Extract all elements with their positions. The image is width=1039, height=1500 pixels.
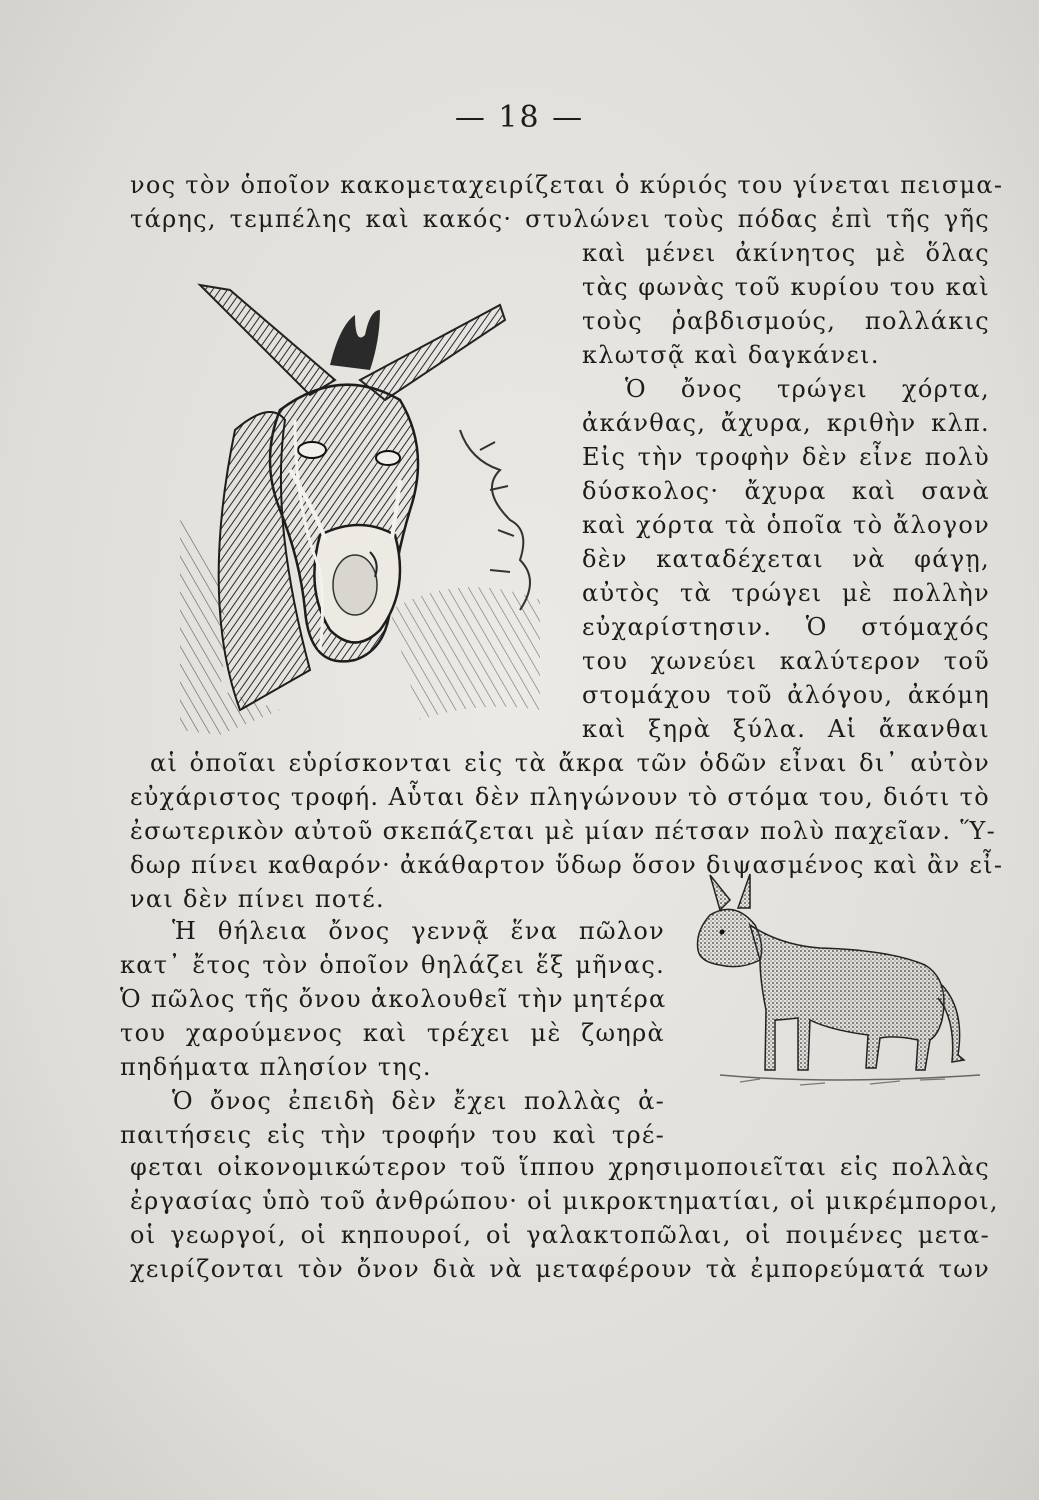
text-line: δύσκολος· ἄχυρα καὶ σανὰ: [582, 477, 990, 505]
text-line: τάρης, τεμπέλης καὶ κακός· στυλώνει τοὺς πόδας ἐπὶ τῆς γῆς: [130, 205, 990, 233]
text-line: ἐργασίας ὑπὸ τοῦ ἀνθρώπου· οἱ μικροκτηματίαι, οἱ μικρέμποροι,: [130, 1187, 999, 1215]
text-line: καὶ χόρτα τὰ ὁποῖα τὸ ἄλογον: [582, 511, 990, 539]
text-line: τοὺς ῥαβδισμούς, πολλάκις: [582, 307, 990, 335]
text-line: αὐτὸς τὰ τρώγει μὲ πολλὴν: [582, 579, 990, 607]
text-line: οἱ γεωργοί, οἱ κηπουροί, οἱ γαλακτοπῶλαι, οἱ ποιμένες μετα-: [130, 1221, 990, 1249]
text-line: φεται οἰκονομικώτερον τοῦ ἵππου χρησιμοποιεῖται εἰς πολλὰς: [130, 1153, 990, 1181]
text-line: κατ᾽ ἔτος τὸν ὁποῖον θηλάζει ἕξ μῆνας.: [120, 951, 665, 979]
text-line: νος τὸν ὁποῖον κακομεταχειρίζεται ὁ κύριός του γίνεται πεισμα-: [130, 171, 1004, 199]
text-line: δὲν καταδέχεται νὰ φάγῃ,: [582, 545, 990, 573]
text-line: καὶ ξηρὰ ξύλα. Αἱ ἄκανθαι: [582, 715, 990, 743]
text-line: ἀκάνθας, ἄχυρα, κριθὴν κλπ.: [582, 409, 990, 437]
text-line: εὐχάριστος τροφή. Αὗται δὲν πληγώνουν τὸ στόμα του, διότι τὸ: [130, 783, 990, 811]
text-line: εὐχαρίστησιν. Ὁ στόμαχός: [582, 613, 990, 641]
text-line: παιτήσεις εἰς τὴν τροφήν του καὶ τρέ-: [120, 1121, 665, 1149]
text-line: τὰς φωνὰς τοῦ κυρίου του καὶ: [582, 273, 990, 301]
page-number: — 18 —: [454, 100, 585, 135]
donkey-head-figure: [160, 270, 560, 740]
text-line: του χωνεύει καλύτερον τοῦ: [582, 647, 990, 675]
text-line: Εἰς τὴν τροφὴν δὲν εἶνε πολὺ: [582, 443, 990, 471]
text-line: καὶ μένει ἀκίνητος μὲ ὅλας: [582, 239, 990, 267]
text-line: αἱ ὁποῖαι εὑρίσκονται εἰς τὰ ἄκρα τῶν ὁδῶν εἶναι δι᾽ αὐτὸν: [150, 749, 990, 777]
text-line: χειρίζονται τὸν ὄνον διὰ νὰ μεταφέρουν τὰ ἐμπορεύματά των: [130, 1255, 990, 1283]
text-line: Ὁ πῶλος τῆς ὄνου ἀκολουθεῖ τὴν μητέρα: [120, 985, 667, 1013]
text-line: του χαρούμενος καὶ τρέχει μὲ ζωηρὰ: [120, 1019, 665, 1047]
text-line: κλωτσᾷ καὶ δαγκάνει.: [582, 341, 880, 369]
donkey-full-figure: [680, 870, 990, 1100]
text-line: Ὁ ὄνος ἐπειδὴ δὲν ἔχει πολλὰς ἀ-: [172, 1087, 665, 1115]
donkey-standing-engraving-icon: [680, 870, 990, 1100]
donkey-head-engraving-icon: [160, 270, 560, 740]
text-line: πηδήματα πλησίον της.: [120, 1053, 432, 1081]
text-line: ναι δὲν πίνει ποτέ.: [130, 885, 385, 913]
text-line: στομάχου τοῦ ἀλόγου, ἀκόμη: [582, 681, 990, 709]
text-line: δωρ πίνει καθαρόν· ἀκάθαρτον ὕδωρ ὅσον διψασμένος καὶ ἂν εἶ-: [130, 851, 1004, 879]
text-line: Ὁ ὄνος τρώγει χόρτα,: [625, 375, 990, 403]
text-line: ἐσωτερικὸν αὐτοῦ σκεπάζεται μὲ μίαν πέτσαν πολὺ παχεῖαν. Ὕ-: [130, 817, 997, 845]
text-line: Ἡ θήλεια ὄνος γεννᾷ ἕνα πῶλον: [172, 917, 665, 945]
